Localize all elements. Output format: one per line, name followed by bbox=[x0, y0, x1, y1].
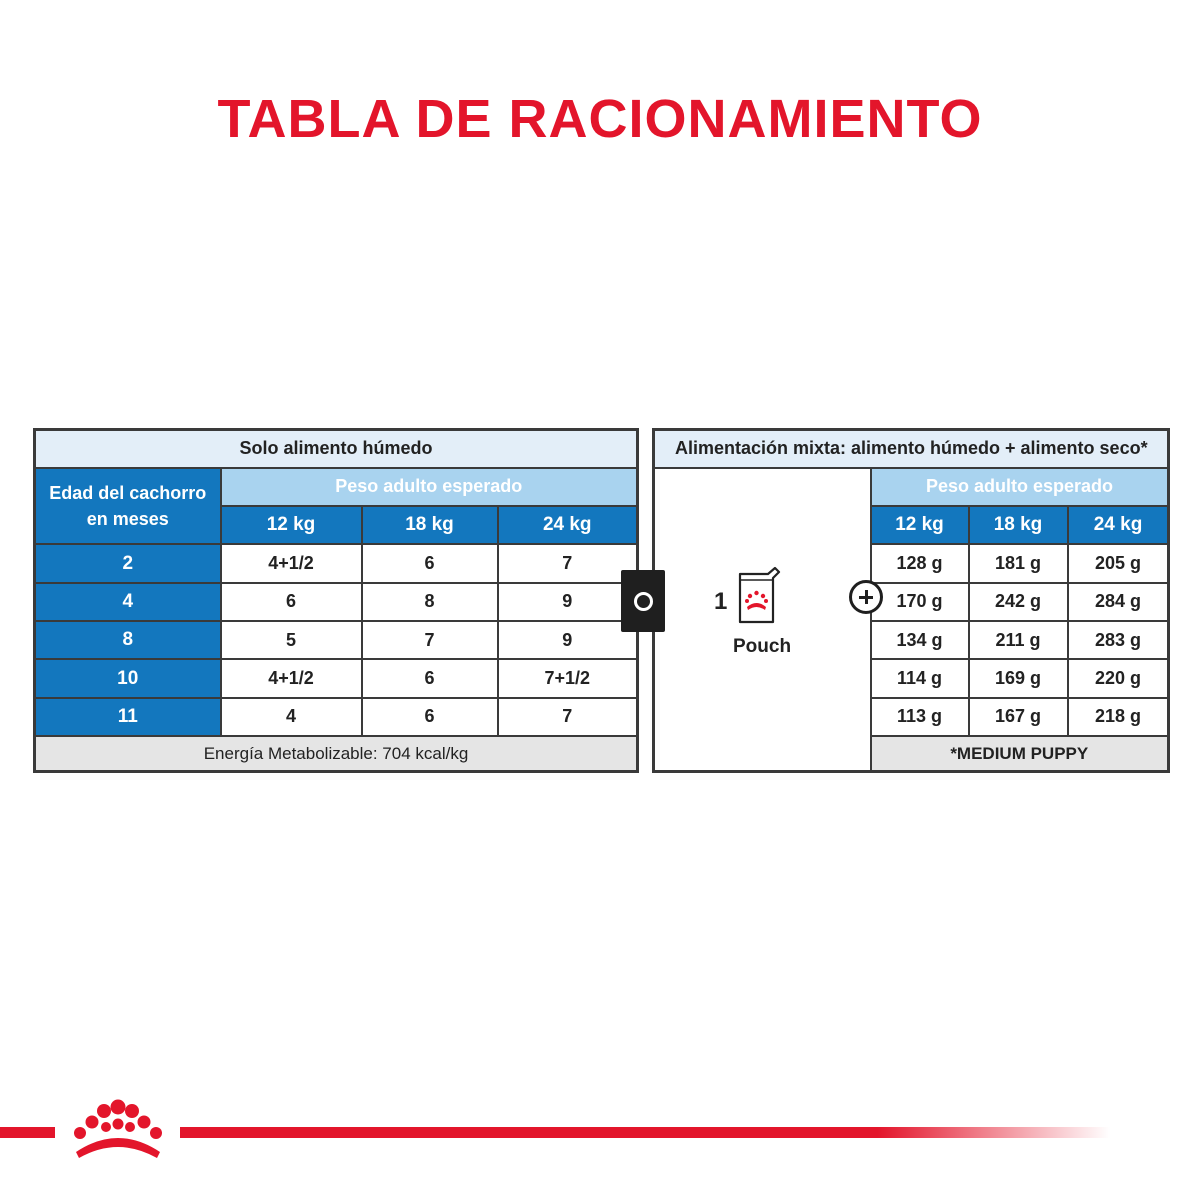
dry-grams-cell: 170 g bbox=[871, 583, 969, 621]
weight-col-header: 18 kg bbox=[969, 506, 1068, 544]
dry-grams-cell: 218 g bbox=[1068, 698, 1169, 736]
ration-cell: 7+1/2 bbox=[498, 659, 638, 697]
dry-grams-cell: 134 g bbox=[871, 621, 969, 659]
dry-grams-cell: 113 g bbox=[871, 698, 969, 736]
dry-grams-cell: 169 g bbox=[969, 659, 1068, 697]
dry-grams-cell: 283 g bbox=[1068, 621, 1169, 659]
dry-grams-cell: 211 g bbox=[969, 621, 1068, 659]
weight-col-header: 24 kg bbox=[498, 506, 638, 544]
table-row bbox=[35, 659, 638, 697]
ration-cell: 6 bbox=[362, 698, 498, 736]
ration-cell: 8 bbox=[362, 583, 498, 621]
age-cell: 10 bbox=[35, 659, 221, 697]
metabolizable-energy-footer: Energía Metabolizable: 704 kcal/kg bbox=[35, 736, 638, 771]
expected-weight-header: Peso adulto esperado bbox=[871, 468, 1169, 506]
weight-col-header: 12 kg bbox=[221, 506, 362, 544]
ration-cell: 5 bbox=[221, 621, 362, 659]
dry-grams-cell: 242 g bbox=[969, 583, 1068, 621]
mixed-feeding-table bbox=[652, 428, 1170, 773]
plus-circle-icon bbox=[849, 580, 883, 614]
ration-cell: 7 bbox=[498, 698, 638, 736]
age-cell: 4 bbox=[35, 583, 221, 621]
age-header-line1: Edad del cachorro bbox=[49, 483, 207, 504]
age-cell: 2 bbox=[35, 544, 221, 582]
ration-cell: 4+1/2 bbox=[221, 544, 362, 582]
ring-icon bbox=[634, 592, 653, 611]
ration-cell: 7 bbox=[498, 544, 638, 582]
age-cell: 8 bbox=[35, 621, 221, 659]
dry-grams-cell: 284 g bbox=[1068, 583, 1169, 621]
dry-grams-cell: 205 g bbox=[1068, 544, 1169, 582]
brand-line-right bbox=[180, 1127, 1110, 1138]
dry-grams-cell: 167 g bbox=[969, 698, 1068, 736]
pouch-quantity: 1 bbox=[714, 588, 728, 615]
ration-cell: 4+1/2 bbox=[221, 659, 362, 697]
expected-weight-header: Peso adulto esperado bbox=[221, 468, 638, 506]
ration-cell: 9 bbox=[498, 583, 638, 621]
ration-cell: 6 bbox=[362, 544, 498, 582]
dry-grams-cell: 114 g bbox=[871, 659, 969, 697]
dry-grams-cell: 128 g bbox=[871, 544, 969, 582]
pouch-label: Pouch bbox=[733, 636, 792, 657]
ration-cell: 6 bbox=[362, 659, 498, 697]
table-row bbox=[35, 583, 638, 621]
table-row bbox=[35, 621, 638, 659]
ration-cell: 6 bbox=[221, 583, 362, 621]
table-row bbox=[35, 544, 638, 582]
mixed-feeding-header: Alimentación mixta: alimento húmedo + alimento seco* bbox=[654, 430, 1169, 468]
age-cell: 11 bbox=[35, 698, 221, 736]
royal-canin-crown-logo bbox=[62, 1098, 174, 1162]
weight-col-header: 12 kg bbox=[871, 506, 969, 544]
wet-food-only-table bbox=[33, 428, 639, 773]
or-connector-icon bbox=[621, 570, 665, 632]
ration-cell: 7 bbox=[362, 621, 498, 659]
ration-cell: 9 bbox=[498, 621, 638, 659]
pouch-icon bbox=[735, 566, 781, 624]
dry-grams-cell: 181 g bbox=[969, 544, 1068, 582]
medium-puppy-footer: *MEDIUM PUPPY bbox=[871, 736, 1169, 771]
weight-col-header: 18 kg bbox=[362, 506, 498, 544]
table-row bbox=[35, 698, 638, 736]
age-header bbox=[35, 468, 221, 545]
ration-cell: 4 bbox=[221, 698, 362, 736]
dry-grams-cell: 220 g bbox=[1068, 659, 1169, 697]
weight-col-header: 24 kg bbox=[1068, 506, 1169, 544]
brand-line-left bbox=[0, 1127, 55, 1138]
page-title: TABLA DE RACIONAMIENTO bbox=[217, 89, 983, 149]
age-header-line2: en meses bbox=[86, 509, 169, 530]
wet-only-header: Solo alimento húmedo bbox=[35, 430, 638, 468]
